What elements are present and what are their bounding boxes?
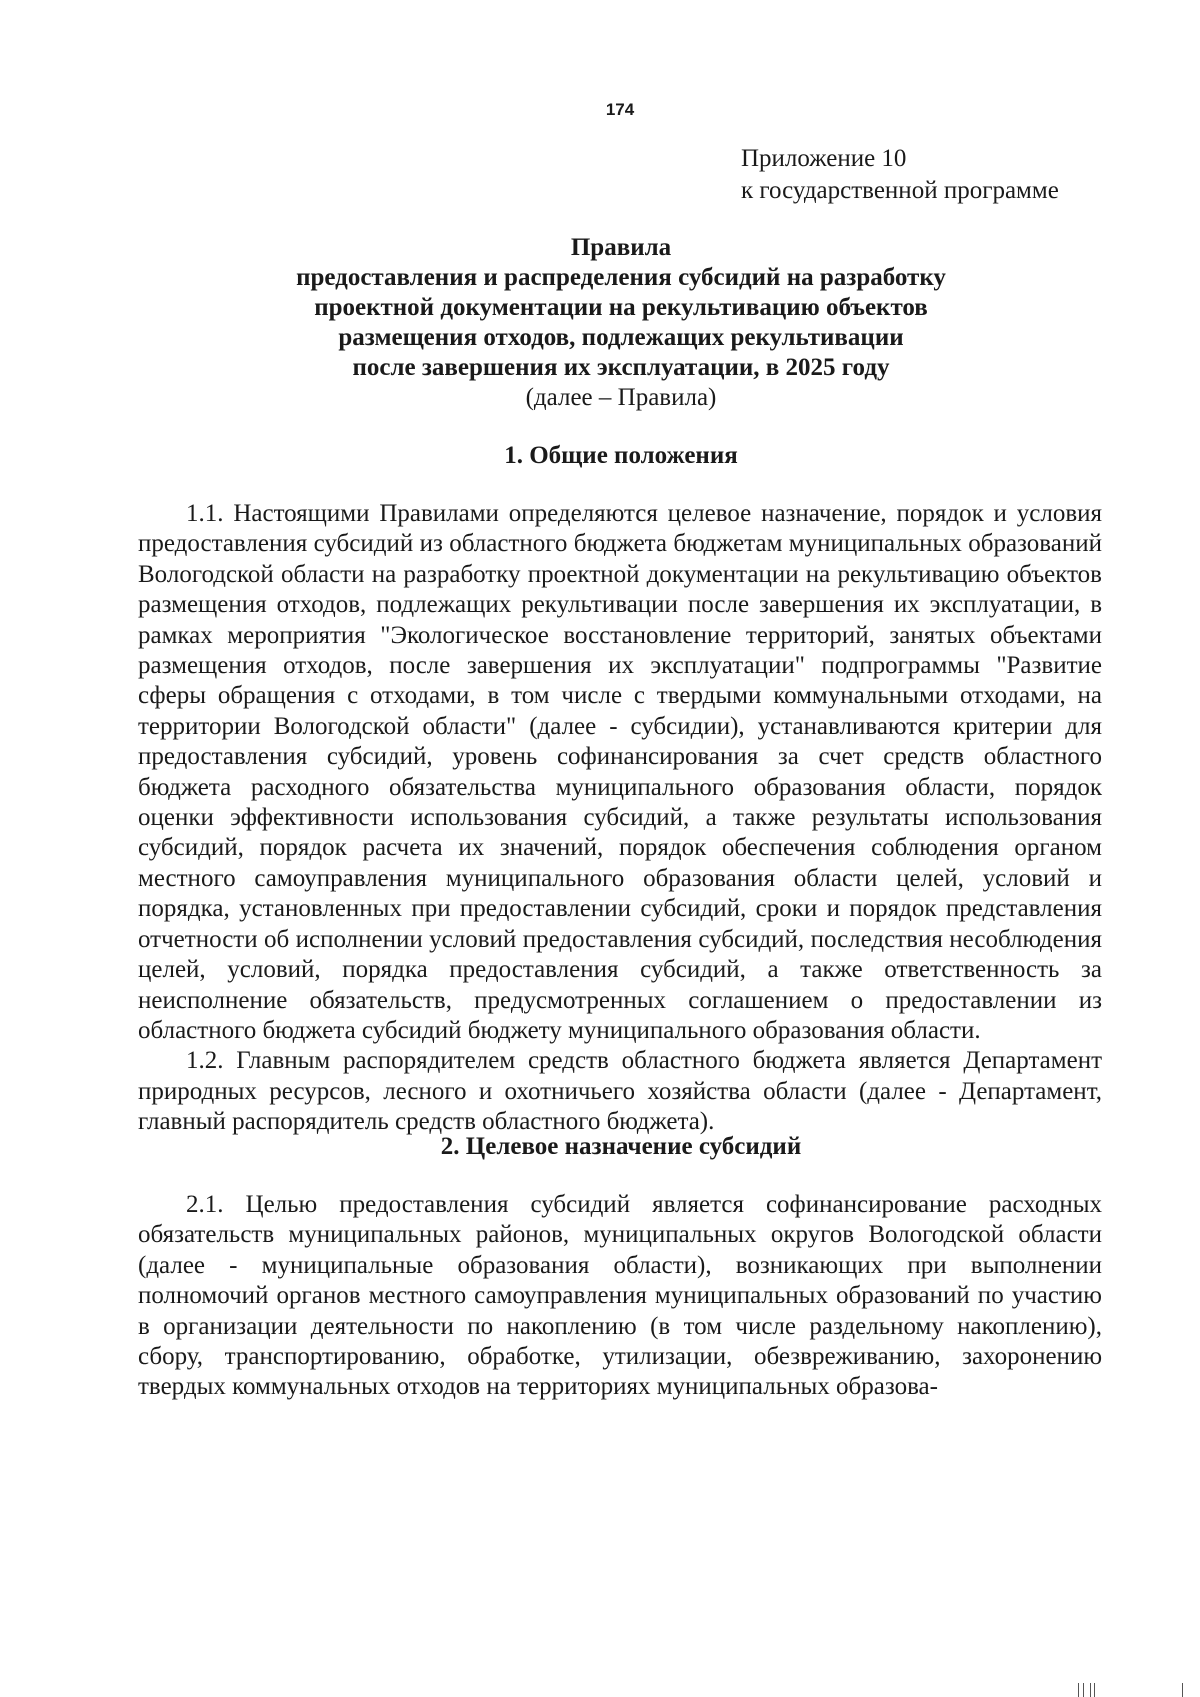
section-body-1 — [138, 499, 1102, 1138]
paragraph-2-1: 2.1. Целью предоставления субсидий является софинансирование расходных обязательств муниципальных районов, муниципальных округов Вологодской области (далее - муниципальные образования области), возникающих при выполнении полномочий органов местного самоуправления муниципальных образований по участию в организации деятельности по накоплению (в том числе раздельному накоплению), сбору, транспортированию, обработке, утилизации, обезвреживанию, захоронению твердых коммунальных отходов на территориях муниципальных образова- — [138, 1191, 1102, 1401]
scan-mark — [1094, 1683, 1095, 1697]
page-number: 174 — [605, 100, 635, 119]
title-line-5: после завершения их эксплуатации, в 2025 году — [352, 354, 890, 381]
title-line-2: предоставления и распределения субсидий на разработку — [296, 264, 946, 291]
title-line-1: Правила — [570, 234, 672, 261]
paragraph-1-2: 1.2. Главным распорядителем средств областного бюджета является Департамент природных ресурсов, лесного и охотничьего хозяйства области (далее - Департамент, главный распорядитель средств областного бюджета). — [138, 1047, 1102, 1136]
paragraph-1-1: 1.1. Настоящими Правилами определяются целевое назначение, порядок и условия предоставления субсидий из областного бюджета бюджетам муниципальных образований Вологодской области на разработку проектной документации на рекультивацию объектов размещения отходов, подлежащих рекультивации после завершения их эксплуатации, в рамках мероприятия "Экологическое восстановление территорий, занятых объектами размещения отходов, после завершения их эксплуатации" подпрограммы "Развитие сферы обращения с отходами, в том числе с твердыми коммунальными отходами, на территории Вологодской области" (далее - субсидии), устанавливаются критерии для предоставления субсидий, уровень софинансирования за счет средств областного бюджета расходного обязательства муниципального образования области, порядок оценки эффективности использования субсидий, а также результаты использования субсидий, порядок расчета их значений, порядок обеспечения соблюдения органом местного самоуправления муниципального образования области целей, условий и порядка, установленных при предоставлении субсидий, сроки и порядок представления отчетности об исполнении условий предоставления субсидий, последствия несоблюдения целей, условий, порядка предоставления субсидий, а также ответственность за неисполнение обязательств, предусмотренных соглашением о предоставлении из областного бюджета субсидий бюджету муниципального образования области. — [138, 500, 1102, 1044]
appendix-line-2: к государственной программе — [741, 177, 1059, 204]
scan-mark — [1083, 1683, 1084, 1697]
appendix-note — [741, 143, 1059, 207]
title-line-3: проектной документации на рекультивацию объектов — [314, 294, 928, 321]
section-body-2 — [138, 1190, 1102, 1403]
appendix-line-1: Приложение 10 — [741, 145, 907, 172]
section-heading-1: 1. Общие положения — [504, 442, 738, 469]
title-line-4: размещения отходов, подлежащих рекультивации — [338, 324, 904, 351]
document-title — [140, 233, 1102, 413]
scan-mark — [1090, 1683, 1091, 1697]
scan-mark — [1078, 1683, 1079, 1697]
scan-mark — [1182, 1683, 1183, 1697]
title-note: (далее – Правила) — [525, 384, 717, 411]
section-heading-2: 2. Целевое назначение субсидий — [440, 1133, 802, 1160]
